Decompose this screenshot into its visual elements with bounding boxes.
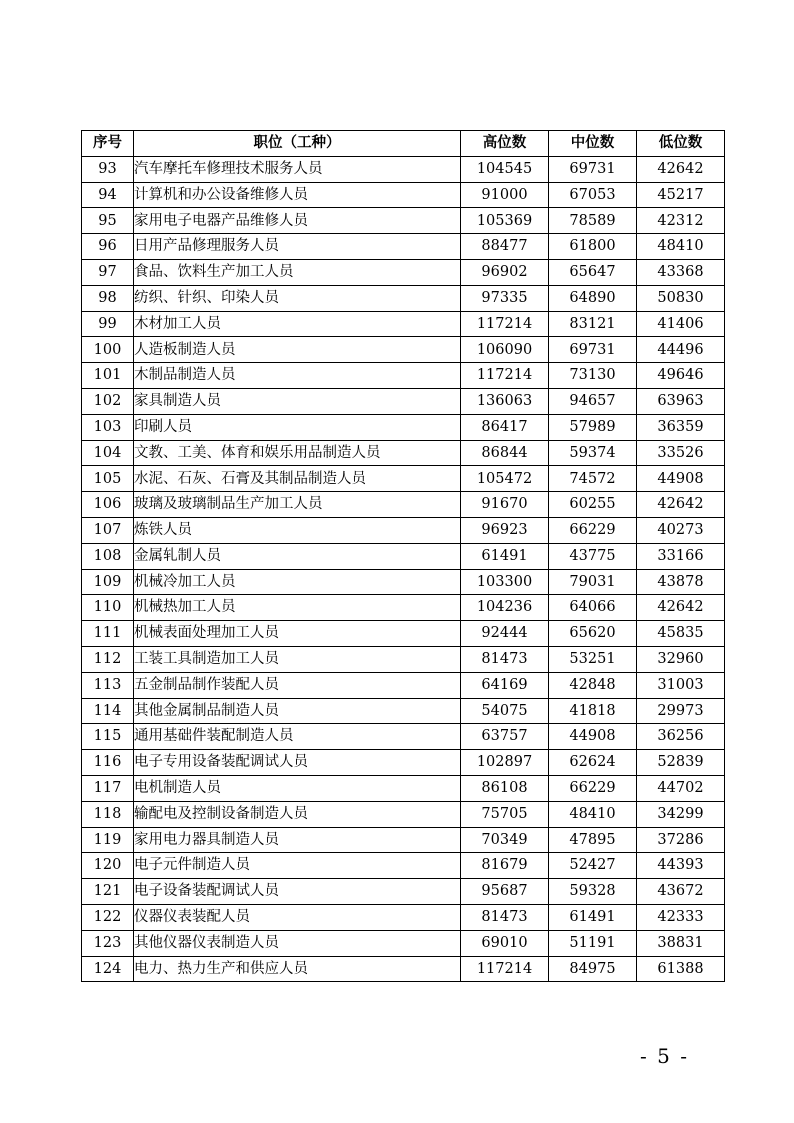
row-position: 人造板制造人员 bbox=[134, 337, 461, 363]
row-high: 81679 bbox=[461, 853, 549, 879]
row-high: 96902 bbox=[461, 259, 549, 285]
row-low: 42642 bbox=[637, 595, 725, 621]
row-position: 汽车摩托车修理技术服务人员 bbox=[134, 156, 461, 182]
table-header-row bbox=[82, 131, 725, 157]
row-position: 机械表面处理加工人员 bbox=[134, 621, 461, 647]
row-seq: 111 bbox=[82, 621, 134, 647]
table-row bbox=[82, 517, 725, 543]
row-position: 计算机和办公设备维修人员 bbox=[134, 182, 461, 208]
row-high: 117214 bbox=[461, 363, 549, 389]
table-row bbox=[82, 904, 725, 930]
row-position: 家具制造人员 bbox=[134, 388, 461, 414]
table-row bbox=[82, 750, 725, 776]
table-row bbox=[82, 853, 725, 879]
table-row bbox=[82, 672, 725, 698]
table-row bbox=[82, 801, 725, 827]
row-low: 45217 bbox=[637, 182, 725, 208]
table-row bbox=[82, 156, 725, 182]
row-low: 32960 bbox=[637, 646, 725, 672]
row-high: 63757 bbox=[461, 724, 549, 750]
row-low: 43368 bbox=[637, 259, 725, 285]
row-median: 41818 bbox=[549, 698, 637, 724]
row-low: 41406 bbox=[637, 311, 725, 337]
row-high: 91670 bbox=[461, 492, 549, 518]
row-median: 62624 bbox=[549, 750, 637, 776]
row-seq: 108 bbox=[82, 543, 134, 569]
row-median: 61800 bbox=[549, 234, 637, 260]
row-high: 92444 bbox=[461, 621, 549, 647]
row-median: 47895 bbox=[549, 827, 637, 853]
row-seq: 103 bbox=[82, 414, 134, 440]
page-number: - 5 - bbox=[640, 1044, 689, 1068]
row-position: 玻璃及玻璃制品生产加工人员 bbox=[134, 492, 461, 518]
row-position: 机械冷加工人员 bbox=[134, 569, 461, 595]
row-position: 印刷人员 bbox=[134, 414, 461, 440]
row-high: 75705 bbox=[461, 801, 549, 827]
row-position: 木材加工人员 bbox=[134, 311, 461, 337]
row-low: 48410 bbox=[637, 234, 725, 260]
row-median: 44908 bbox=[549, 724, 637, 750]
row-low: 43672 bbox=[637, 879, 725, 905]
row-high: 106090 bbox=[461, 337, 549, 363]
row-seq: 123 bbox=[82, 930, 134, 956]
table-row bbox=[82, 440, 725, 466]
row-seq: 102 bbox=[82, 388, 134, 414]
row-high: 104236 bbox=[461, 595, 549, 621]
row-high: 91000 bbox=[461, 182, 549, 208]
row-position: 输配电及控制设备制造人员 bbox=[134, 801, 461, 827]
row-low: 44393 bbox=[637, 853, 725, 879]
row-low: 42312 bbox=[637, 208, 725, 234]
row-median: 60255 bbox=[549, 492, 637, 518]
row-seq: 98 bbox=[82, 285, 134, 311]
table-row bbox=[82, 363, 725, 389]
row-median: 53251 bbox=[549, 646, 637, 672]
row-high: 105472 bbox=[461, 466, 549, 492]
row-seq: 104 bbox=[82, 440, 134, 466]
table-row bbox=[82, 569, 725, 595]
row-median: 84975 bbox=[549, 956, 637, 982]
row-position: 通用基础件装配制造人员 bbox=[134, 724, 461, 750]
row-low: 50830 bbox=[637, 285, 725, 311]
table-row bbox=[82, 827, 725, 853]
row-low: 38831 bbox=[637, 930, 725, 956]
row-seq: 122 bbox=[82, 904, 134, 930]
header-position: 职位（工种） bbox=[134, 131, 461, 157]
row-high: 136063 bbox=[461, 388, 549, 414]
table-row bbox=[82, 234, 725, 260]
row-seq: 118 bbox=[82, 801, 134, 827]
row-median: 73130 bbox=[549, 363, 637, 389]
row-high: 117214 bbox=[461, 311, 549, 337]
row-median: 57989 bbox=[549, 414, 637, 440]
row-low: 45835 bbox=[637, 621, 725, 647]
row-seq: 106 bbox=[82, 492, 134, 518]
row-median: 66229 bbox=[549, 775, 637, 801]
row-low: 63963 bbox=[637, 388, 725, 414]
row-seq: 96 bbox=[82, 234, 134, 260]
table-row bbox=[82, 595, 725, 621]
row-seq: 107 bbox=[82, 517, 134, 543]
row-high: 64169 bbox=[461, 672, 549, 698]
header-seq: 序号 bbox=[82, 131, 134, 157]
row-median: 94657 bbox=[549, 388, 637, 414]
row-median: 69731 bbox=[549, 156, 637, 182]
table-row bbox=[82, 930, 725, 956]
row-median: 79031 bbox=[549, 569, 637, 595]
row-high: 81473 bbox=[461, 646, 549, 672]
row-high: 81473 bbox=[461, 904, 549, 930]
row-low: 33526 bbox=[637, 440, 725, 466]
row-position: 水泥、石灰、石膏及其制品制造人员 bbox=[134, 466, 461, 492]
row-seq: 97 bbox=[82, 259, 134, 285]
row-seq: 124 bbox=[82, 956, 134, 982]
row-position: 电子元件制造人员 bbox=[134, 853, 461, 879]
row-seq: 95 bbox=[82, 208, 134, 234]
row-low: 42642 bbox=[637, 492, 725, 518]
row-median: 65647 bbox=[549, 259, 637, 285]
table-row bbox=[82, 646, 725, 672]
row-seq: 119 bbox=[82, 827, 134, 853]
row-seq: 99 bbox=[82, 311, 134, 337]
row-high: 61491 bbox=[461, 543, 549, 569]
row-median: 59328 bbox=[549, 879, 637, 905]
row-seq: 105 bbox=[82, 466, 134, 492]
row-high: 102897 bbox=[461, 750, 549, 776]
table-row bbox=[82, 492, 725, 518]
row-high: 86844 bbox=[461, 440, 549, 466]
row-position: 电力、热力生产和供应人员 bbox=[134, 956, 461, 982]
row-low: 44496 bbox=[637, 337, 725, 363]
header-low: 低位数 bbox=[637, 131, 725, 157]
row-low: 36256 bbox=[637, 724, 725, 750]
row-position: 电子专用设备装配调试人员 bbox=[134, 750, 461, 776]
table-row bbox=[82, 543, 725, 569]
row-high: 86108 bbox=[461, 775, 549, 801]
row-high: 54075 bbox=[461, 698, 549, 724]
salary-table bbox=[81, 130, 725, 982]
row-high: 69010 bbox=[461, 930, 549, 956]
row-median: 69731 bbox=[549, 337, 637, 363]
row-seq: 115 bbox=[82, 724, 134, 750]
row-seq: 121 bbox=[82, 879, 134, 905]
table-row bbox=[82, 621, 725, 647]
row-median: 74572 bbox=[549, 466, 637, 492]
table-row bbox=[82, 311, 725, 337]
row-low: 52839 bbox=[637, 750, 725, 776]
row-seq: 110 bbox=[82, 595, 134, 621]
table-row bbox=[82, 414, 725, 440]
table-row bbox=[82, 182, 725, 208]
row-low: 49646 bbox=[637, 363, 725, 389]
row-median: 64890 bbox=[549, 285, 637, 311]
row-position: 其他仪器仪表制造人员 bbox=[134, 930, 461, 956]
row-low: 61388 bbox=[637, 956, 725, 982]
table-row bbox=[82, 775, 725, 801]
row-median: 64066 bbox=[549, 595, 637, 621]
row-seq: 117 bbox=[82, 775, 134, 801]
table-row bbox=[82, 879, 725, 905]
table-row bbox=[82, 259, 725, 285]
row-position: 纺织、针织、印染人员 bbox=[134, 285, 461, 311]
row-median: 83121 bbox=[549, 311, 637, 337]
row-position: 日用产品修理服务人员 bbox=[134, 234, 461, 260]
row-high: 117214 bbox=[461, 956, 549, 982]
row-position: 食品、饮料生产加工人员 bbox=[134, 259, 461, 285]
row-median: 42848 bbox=[549, 672, 637, 698]
table-row bbox=[82, 388, 725, 414]
row-high: 70349 bbox=[461, 827, 549, 853]
row-seq: 94 bbox=[82, 182, 134, 208]
row-median: 51191 bbox=[549, 930, 637, 956]
row-position: 电机制造人员 bbox=[134, 775, 461, 801]
row-median: 78589 bbox=[549, 208, 637, 234]
row-low: 37286 bbox=[637, 827, 725, 853]
row-low: 44908 bbox=[637, 466, 725, 492]
row-position: 文教、工美、体育和娱乐用品制造人员 bbox=[134, 440, 461, 466]
row-low: 43878 bbox=[637, 569, 725, 595]
row-low: 42642 bbox=[637, 156, 725, 182]
row-median: 59374 bbox=[549, 440, 637, 466]
row-median: 52427 bbox=[549, 853, 637, 879]
row-seq: 112 bbox=[82, 646, 134, 672]
table-body bbox=[82, 156, 725, 982]
table-row bbox=[82, 956, 725, 982]
row-seq: 93 bbox=[82, 156, 134, 182]
row-seq: 120 bbox=[82, 853, 134, 879]
row-median: 66229 bbox=[549, 517, 637, 543]
row-position: 电子设备装配调试人员 bbox=[134, 879, 461, 905]
row-position: 金属轧制人员 bbox=[134, 543, 461, 569]
row-position: 工装工具制造加工人员 bbox=[134, 646, 461, 672]
header-median: 中位数 bbox=[549, 131, 637, 157]
row-high: 103300 bbox=[461, 569, 549, 595]
row-seq: 116 bbox=[82, 750, 134, 776]
row-high: 95687 bbox=[461, 879, 549, 905]
row-position: 机械热加工人员 bbox=[134, 595, 461, 621]
row-position: 仪器仪表装配人员 bbox=[134, 904, 461, 930]
row-median: 61491 bbox=[549, 904, 637, 930]
row-position: 炼铁人员 bbox=[134, 517, 461, 543]
row-position: 家用电子电器产品维修人员 bbox=[134, 208, 461, 234]
row-low: 33166 bbox=[637, 543, 725, 569]
table-row bbox=[82, 724, 725, 750]
table-row bbox=[82, 466, 725, 492]
row-low: 29973 bbox=[637, 698, 725, 724]
row-seq: 101 bbox=[82, 363, 134, 389]
row-median: 48410 bbox=[549, 801, 637, 827]
row-high: 105369 bbox=[461, 208, 549, 234]
row-high: 97335 bbox=[461, 285, 549, 311]
row-median: 43775 bbox=[549, 543, 637, 569]
row-position: 五金制品制作装配人员 bbox=[134, 672, 461, 698]
row-position: 家用电力器具制造人员 bbox=[134, 827, 461, 853]
row-low: 36359 bbox=[637, 414, 725, 440]
table-row bbox=[82, 337, 725, 363]
row-seq: 113 bbox=[82, 672, 134, 698]
row-low: 40273 bbox=[637, 517, 725, 543]
header-high: 高位数 bbox=[461, 131, 549, 157]
row-median: 67053 bbox=[549, 182, 637, 208]
row-position: 其他金属制品制造人员 bbox=[134, 698, 461, 724]
row-seq: 109 bbox=[82, 569, 134, 595]
row-high: 104545 bbox=[461, 156, 549, 182]
row-median: 65620 bbox=[549, 621, 637, 647]
row-low: 42333 bbox=[637, 904, 725, 930]
row-high: 88477 bbox=[461, 234, 549, 260]
row-high: 86417 bbox=[461, 414, 549, 440]
table-row bbox=[82, 208, 725, 234]
row-seq: 100 bbox=[82, 337, 134, 363]
table-row bbox=[82, 698, 725, 724]
table-row bbox=[82, 285, 725, 311]
row-low: 31003 bbox=[637, 672, 725, 698]
row-position: 木制品制造人员 bbox=[134, 363, 461, 389]
row-low: 44702 bbox=[637, 775, 725, 801]
row-high: 96923 bbox=[461, 517, 549, 543]
row-low: 34299 bbox=[637, 801, 725, 827]
row-seq: 114 bbox=[82, 698, 134, 724]
